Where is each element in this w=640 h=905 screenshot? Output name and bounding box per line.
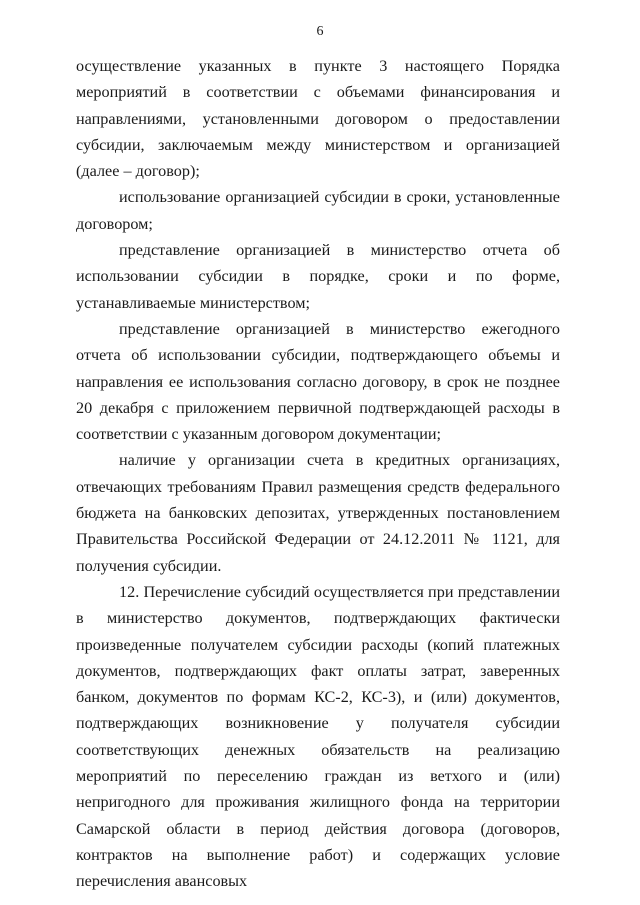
document-body (76, 53, 560, 895)
paragraph-report: представление организацией в министерство отчета об использовании субсидии в порядке, сроки и по форме, устанавливаемые министерством; (76, 241, 560, 312)
page-number: 6 (316, 24, 324, 39)
paragraph-bank-account: наличие у организации счета в кредитных организациях, отвечающих требованиям Правил размещения средств федерального бюджета на банковских депозитах, утвержденных постановлением Правительства Российской Федерации от 24.12.2011 № 1121, для получения субсидии. (76, 451, 560, 575)
paragraph-usage-terms: использование организацией субсидии в сроки, установленные договором; (76, 188, 560, 233)
paragraph-annual-report: представление организацией в министерство ежегодного отчета об использовании субсидии, подтверждающего объемы и направления ее использования согласно договору, в срок не позднее 20 декабря с приложением первичной подтверждающей расходы в соответствии с указанным договором документации; (76, 319, 560, 444)
paragraph-implementation: осуществление указанных в пункте 3 настоящего Порядка мероприятий в соответствии с объемами финансирования и направлениями, установленными договором о предоставлении субсидии, заключаемым между министерством и организацией (далее – договор); (76, 57, 560, 181)
paragraph-item-12: 12. Перечисление субсидий осуществляется при представлении в министерство документов, подтверждающих фактически произведенные получателем субсидии расходы (копий платежных документов, подтверждающих факт оплаты затрат, заверенных банком, документов по формам КС-2, КС-3), и (или) документов, подтверждающих возникновение у получателя субсидии соответствующих денежных обязательств на реализацию мероприятий по переселению граждан из ветхого и (или) непригодного для проживания жилищного фонда на территории Самарской области в период действия договора (договоров, контрактов на выполнение работ) и содержащих условие перечисления авансовых (76, 582, 560, 891)
